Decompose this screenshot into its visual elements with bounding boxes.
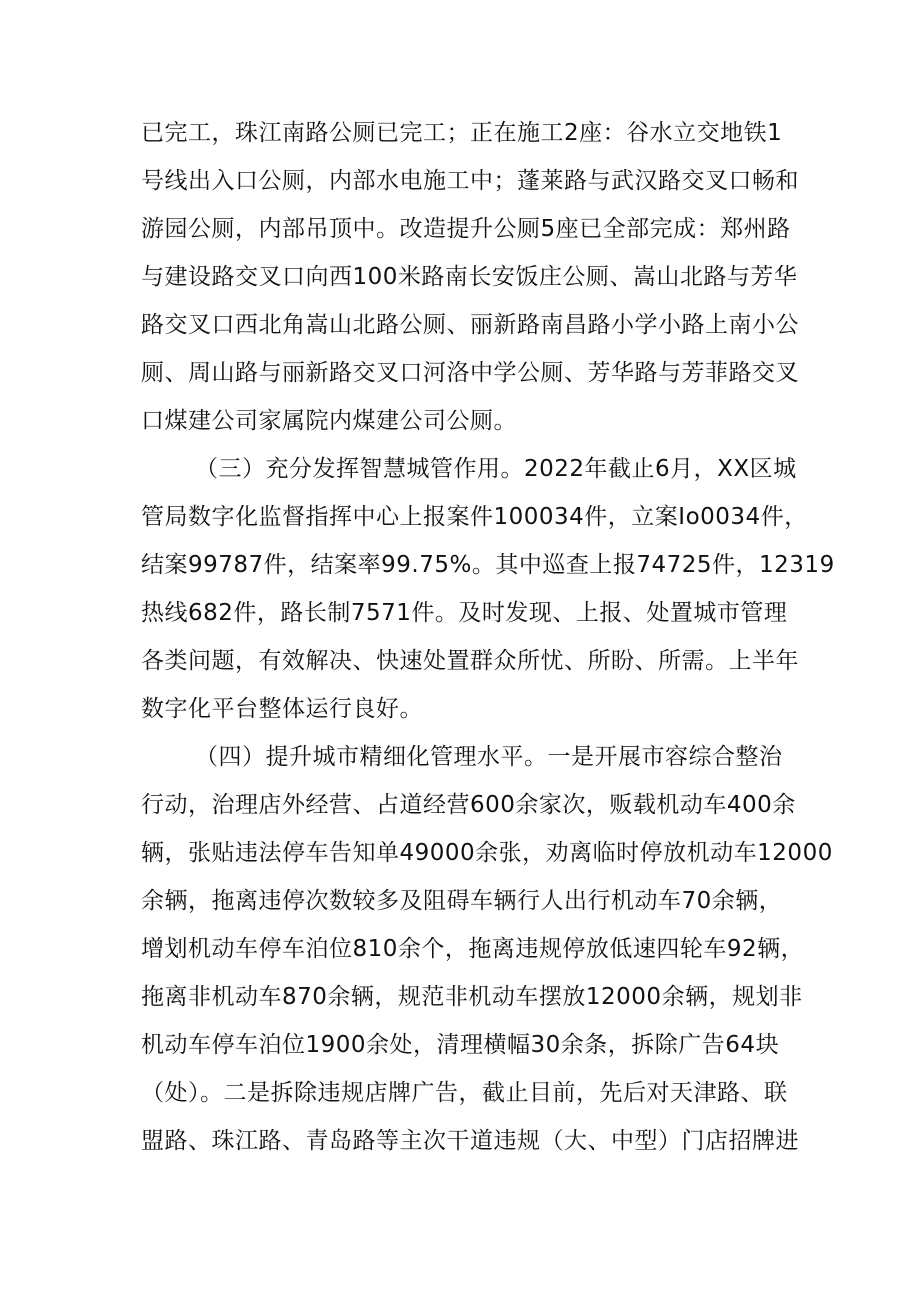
text-line: 游园公厕，内部吊顶中。改造提升公厕5座已全部完成：郑州路	[141, 216, 791, 242]
text-line: 增划机动车停车泊位810余个，拖离违规停放低速四轮车92辆，	[141, 936, 805, 962]
text-line: 机动车停车泊位1900余处，清理横幅30余条，拆除广告64块	[141, 1032, 780, 1058]
text-line: 厕、周山路与丽新路交叉口河洛中学公厕、芳华路与芳菲路交叉	[141, 360, 799, 386]
text-line: 各类问题，有效解决、快速处置群众所忧、所盼、所需。上半年	[141, 648, 799, 674]
text-line: 管局数字化监督指挥中心上报案件100034件，立案Io0034件，	[141, 504, 808, 530]
text-line: 行动，治理店外经营、占道经营600余家次，贩载机动车400余	[141, 792, 796, 818]
text-line: 余辆，拖离违停次数较多及阻碍车辆行人出行机动车70余辆，	[141, 888, 783, 914]
text-line: 与建设路交叉口向西100米路南长安饭庄公厕、嵩山北路与芳华	[141, 264, 798, 290]
section-heading-line: （四）提升城市精细化管理水平。一是开展市容综合整治	[195, 744, 783, 770]
text-line: 结案99787件，结案率99.75%。其中巡查上报74725件，12319	[141, 552, 835, 578]
text-line: 口煤建公司家属院内煤建公司公厕。	[141, 408, 517, 434]
text-line: 已完工，珠江南路公厕已完工；正在施工2座：谷水立交地铁1	[141, 120, 783, 146]
text-line: 热线682件，路长制7571件。及时发现、上报、处置城市管理	[141, 600, 788, 626]
text-line: （处）。二是拆除违规店牌广告，截止目前，先后对天津路、联	[141, 1080, 788, 1106]
text-line: 辆，张贴违法停车告知单49000余张，劝离临时停放机动车12000	[141, 840, 833, 866]
text-line: 路交叉口西北角嵩山北路公厕、丽新路南昌路小学小路上南小公	[141, 312, 799, 338]
section-heading-line: （三）充分发挥智慧城管作用。2022年截止6月，XX区城	[195, 456, 797, 482]
text-line: 号线出入口公厕，内部水电施工中；蓬莱路与武汉路交叉口畅和	[141, 168, 799, 194]
text-line: 数字化平台整体运行良好。	[141, 696, 423, 722]
text-line: 拖离非机动车870余辆，规范非机动车摆放12000余辆，规划非	[141, 984, 803, 1010]
text-line: 盟路、珠江路、青岛路等主次干道违规（大、中型）门店招牌进	[141, 1128, 799, 1154]
